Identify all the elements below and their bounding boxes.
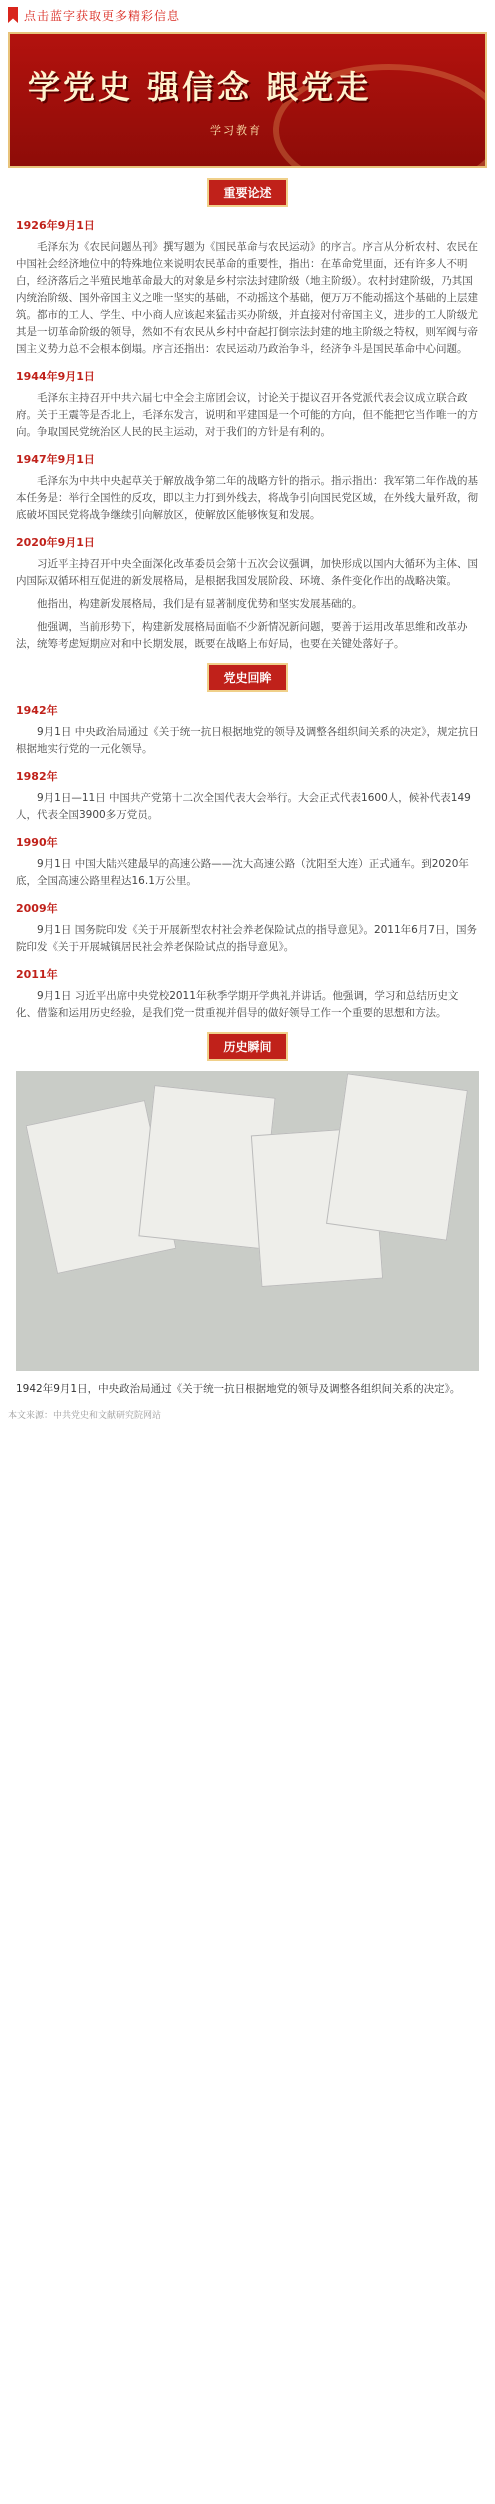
- history-text: 9月1日 中央政治局通过《关于统一抗日根据地党的领导及调整各组织间关系的决定》，规定抗日根据地实行党的一元化领导。: [16, 726, 479, 755]
- banner-subtitle: 学习教育: [210, 124, 262, 137]
- history-list: [0, 702, 495, 1022]
- entry-text: 毛泽东为中共中央起草关于解放战争第二年的战略方针的指示。指示指出：我军第二年作战的基本任务是：举行全国性的反攻，即以主力打到外线去，将战争引向国民党区域，在外线大量歼敌，彻底破坏国民党将战争继续引向解放区，使解放区能够恢复和发展。: [16, 475, 478, 521]
- history-text: 9月1日 习近平出席中央党校2011年秋季学期开学典礼并讲话。他强调，学习和总结历史文化、借鉴和运用历史经验，是我们党一贯重视并倡导的做好领导工作一个重要的思想和方法。: [16, 990, 459, 1019]
- entry-date: 1947年9月1日: [16, 453, 95, 466]
- extra-text: 他强调，当前形势下，构建新发展格局面临不少新情况新问题，要善于运用改革思维和改革办法，统筹考虑短期应对和中长期发展，既要在战略上布好局，也要在关键处落好子。: [16, 621, 468, 650]
- banner: [8, 32, 487, 168]
- section-history: 党史回眸: [0, 663, 495, 692]
- history-year: 1942年: [16, 704, 58, 717]
- history-text: 9月1日—11日 中国共产党第十二次全国代表大会举行。大会正式代表1600人，候补代表149人，代表全国3900多万党员。: [16, 792, 471, 821]
- section-photo: 历史瞬间: [0, 1032, 495, 1061]
- history-year: 1982年: [16, 770, 58, 783]
- entry-text: 毛泽东为《农民问题丛刊》撰写题为《国民革命与农民运动》的序言。序言从分析农村、农民在中国社会经济地位中的特殊地位来说明农民革命的重要性，指出：在革命党里面，还有许多人不明白，经济落后之半殖民地革命最大的对象是乡村宗法封建阶级（地主阶级）。农村封建阶级，乃其国内统治阶级、国外帝国主义之唯一坚实的基础，不动摇这个基础，便万万不能动摇这个基础的上层建筑。都市的工人、学生、中小商人应该起来猛击买办阶级，并直接对付帝国主义，进步的工人阶级尤其是一切革命阶级的领导，然如不有农民从乡村中奋起打倒宗法封建的地主阶级之特权，则军阀与帝国主义势力总不会根本倒塌。序言还指出：农民运动乃政治争斗，经济争斗是国民革命中心问题。: [16, 241, 478, 355]
- entry-date: 2020年9月1日: [16, 536, 95, 549]
- follow-tip[interactable]: 点击蓝字获取更多精彩信息: [24, 8, 181, 23]
- entry-date: 1926年9月1日: [16, 219, 95, 232]
- document-sheet: [326, 1073, 468, 1240]
- entry-text: 习近平主持召开中央全面深化改革委员会第十五次会议强调，加快形成以国内大循环为主体、国内国际双循环相互促进的新发展格局，是根据我国发展阶段、环境、条件变化作出的战略决策。: [16, 558, 478, 587]
- section-major: 重要论述: [0, 178, 495, 207]
- entry-text: 毛泽东主持召开中共六届七中全会主席团会议，讨论关于提议召开各党派代表会议成立联合政府。关于王震等是否北上，毛泽东发言，说明和平建国是一个可能的方向，但不能把它当作唯一的方向。争取国民党统治区人民的民主运动，对于我们的方针是有利的。: [16, 392, 478, 438]
- bookmark-icon: [8, 7, 18, 23]
- history-text: 9月1日 国务院印发《关于开展新型农村社会养老保险试点的指导意见》。2011年6月7日，国务院印发《关于开展城镇居民社会养老保险试点的指导意见》。: [16, 924, 478, 953]
- source-footer: 本文来源：中共党史和文献研究院网站: [8, 1411, 162, 1421]
- history-year: 1990年: [16, 836, 58, 849]
- banner-title: 学党史 强信念 跟党走: [28, 68, 372, 106]
- top-bar: [0, 0, 495, 30]
- photo-caption: 1942年9月1日，中央政治局通过《关于统一抗日根据地党的领导及调整各组织间关系的决定》。: [16, 1383, 461, 1395]
- extra-text: 他指出，构建新发展格局，我们是有显著制度优势和坚实发展基础的。: [37, 598, 363, 610]
- history-year: 2011年: [16, 968, 58, 981]
- history-year: 2009年: [16, 902, 58, 915]
- historical-photo: [16, 1071, 479, 1371]
- entry-date: 1944年9月1日: [16, 370, 95, 383]
- history-text: 9月1日 中国大陆兴建最早的高速公路——沈大高速公路（沈阳至大连）正式通车。到2020年底，全国高速公路里程达16.1万公里。: [16, 858, 469, 887]
- major-list: [0, 217, 495, 653]
